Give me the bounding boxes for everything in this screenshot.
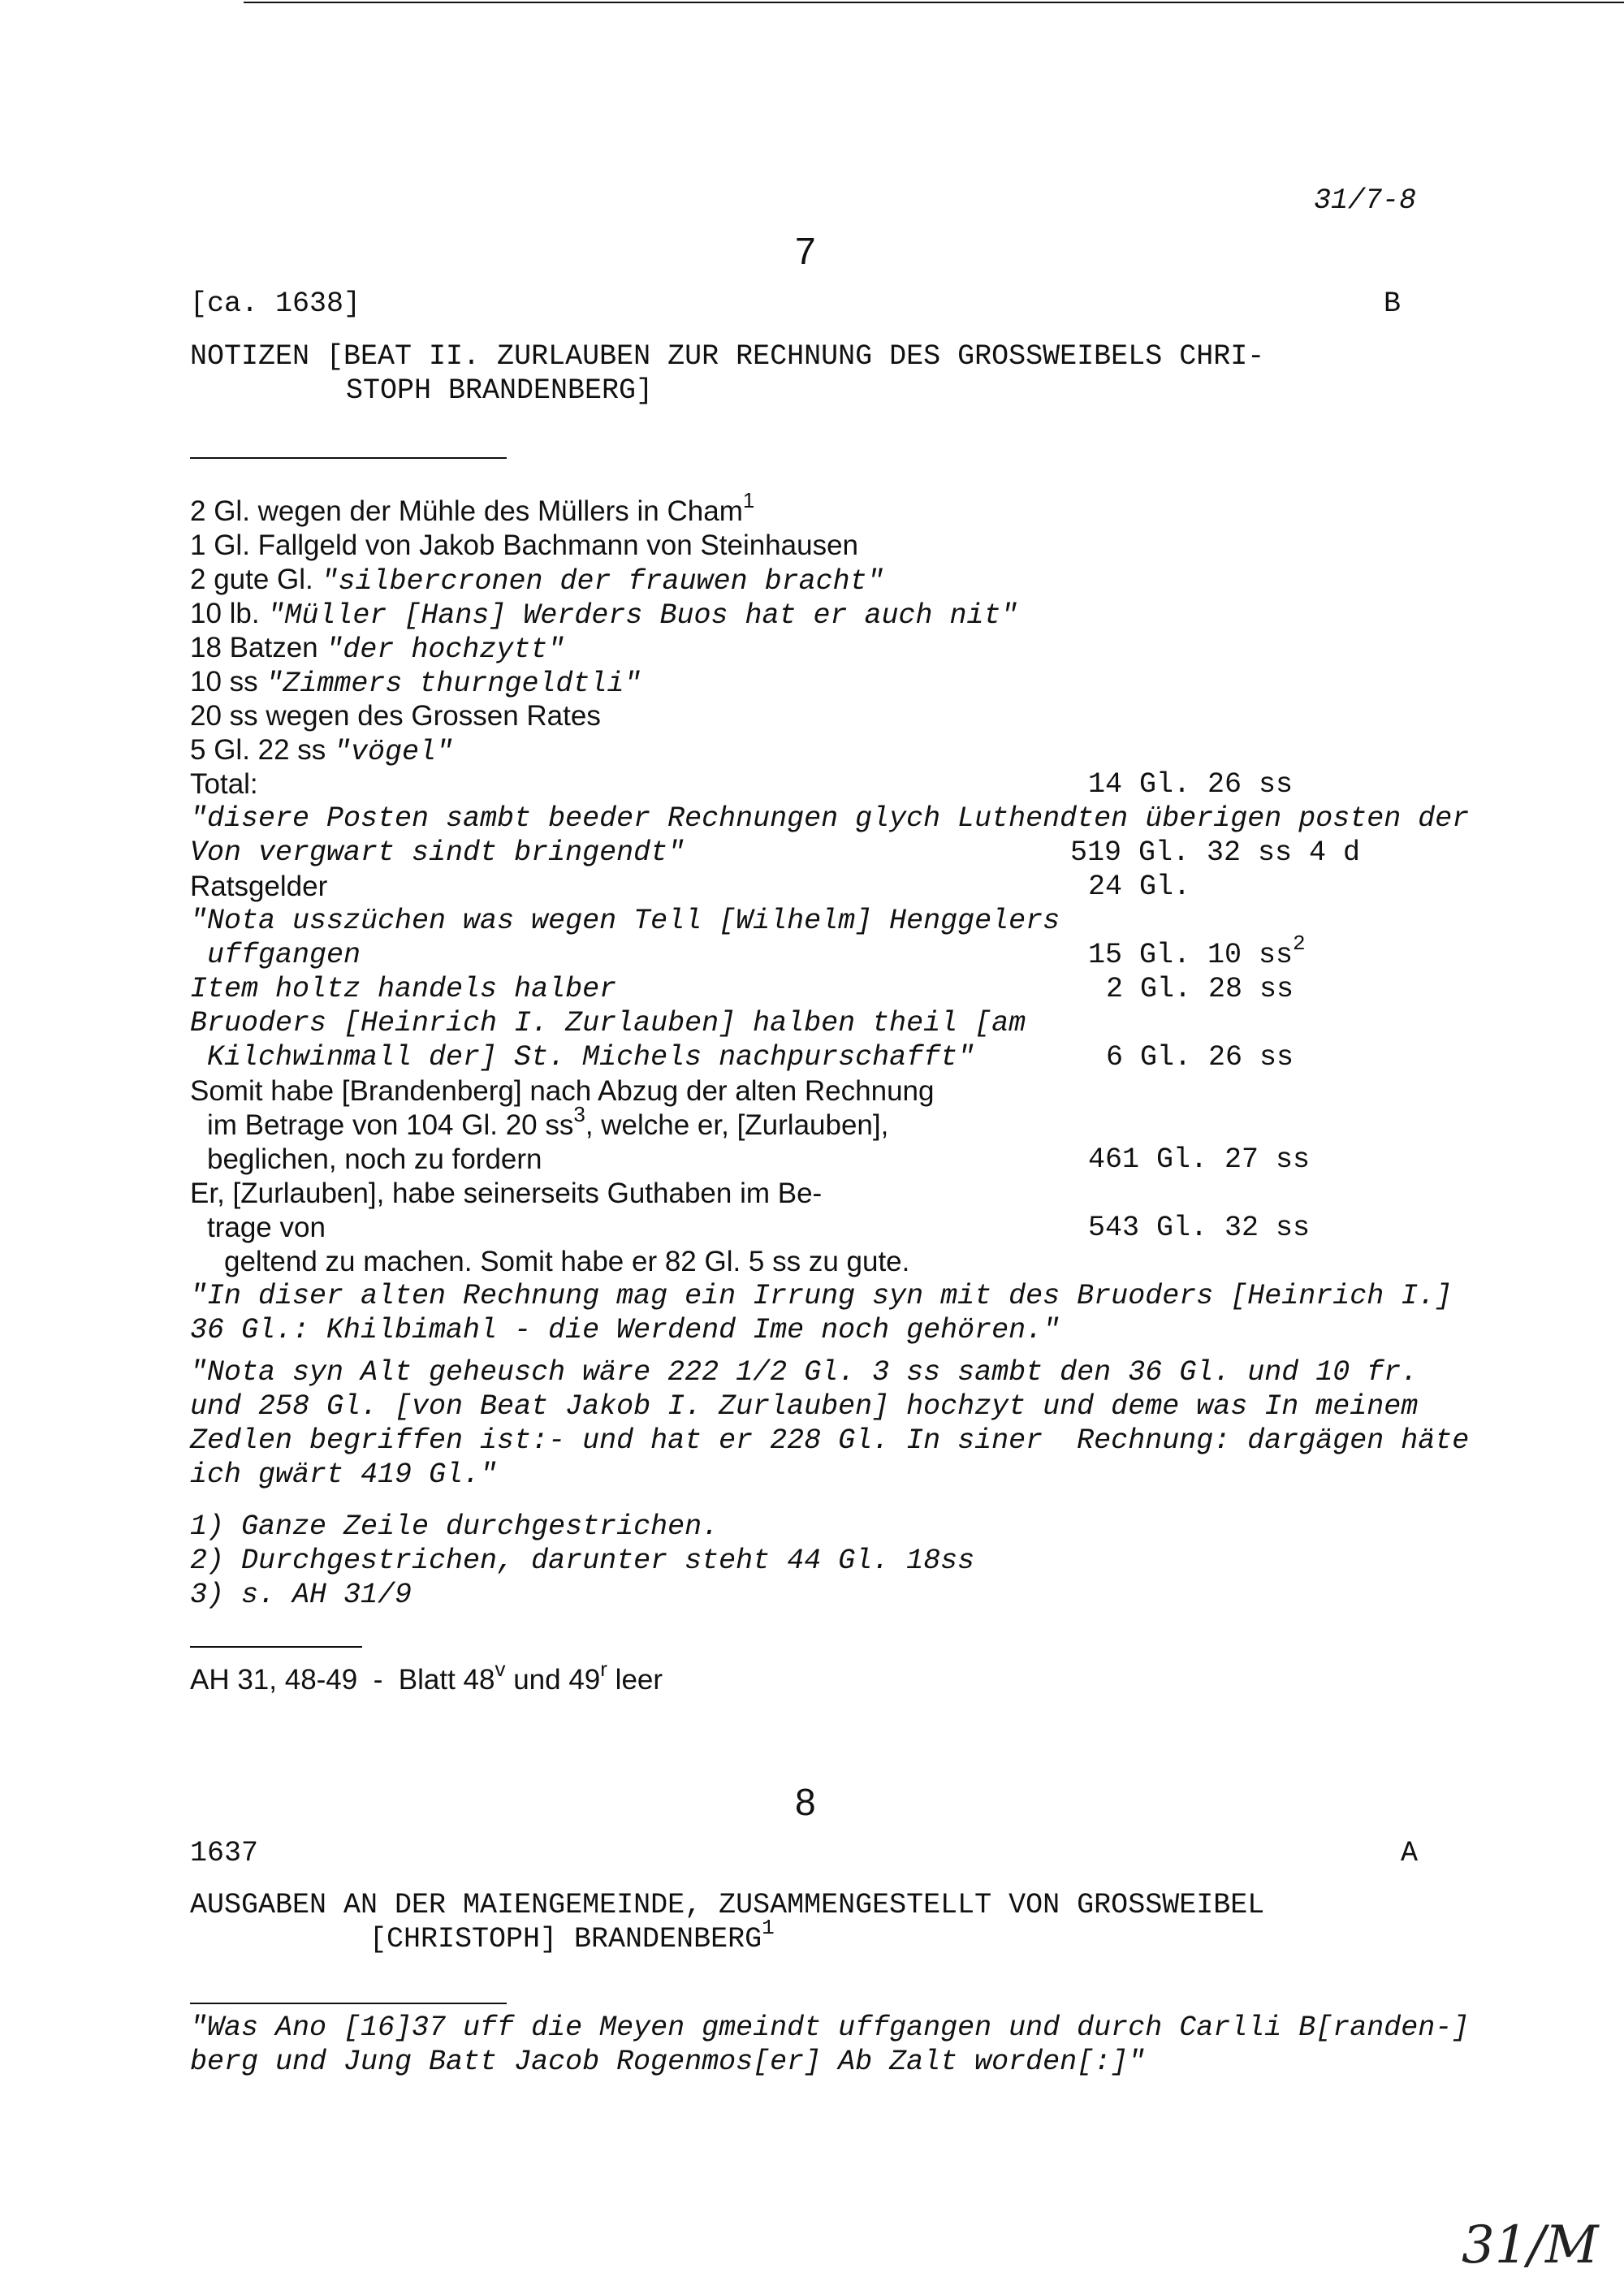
irrung-line1: "In diser alten Rechnung mag ein Irrung syn mit des Bruoders [Heinrich I.] — [190, 1280, 1453, 1312]
entry8-title-line1: AUSGABEN AN DER MAIENGEMEINDE, ZUSAMMENGESTELLT VON GROSSWEIBEL — [190, 1889, 1265, 1921]
total-amount: 14 Gl. 26 ss — [1088, 768, 1294, 801]
list-item: 1 Gl. Fallgeld von Jakob Bachmann von Steinhausen — [190, 529, 859, 561]
entry7-title-line2: STOPH BRANDENBERG] — [346, 374, 654, 407]
handwritten-archive-mark: 31/M — [1462, 2215, 1599, 2275]
entry8-letter: A — [1401, 1837, 1419, 1869]
somit-line3: beglichen, noch zu fordern — [207, 1143, 542, 1175]
er-line3: geltend zu machen. Somit habe er 82 Gl. 5 ss zu gute. — [224, 1246, 910, 1277]
footnote: 3) s. AH 31/9 — [190, 1579, 412, 1611]
footnote: 1) Ganze Zeile durchgestrichen. — [190, 1510, 719, 1543]
nota-line1: "Nota usszüchen was wegen Tell [Wilhelm] Henggelers — [190, 905, 1060, 937]
irrung-line2: 36 Gl.: Khilbimahl - die Werdend Ime noch gehören." — [190, 1314, 1060, 1346]
list-item: 18 Batzen "der hochzytt" — [190, 632, 565, 666]
list-item: 2 Gl. wegen der Mühle des Müllers in Cham$^1$ — [190, 488, 755, 527]
ratsgelder-amount: 24 Gl. — [1088, 871, 1191, 903]
footnote: 2) Durchgestrichen, darunter steht 44 Gl. 18ss — [190, 1545, 975, 1577]
source-reference: AH 31, 48-49 - Blatt 48$^v$ und 49$^r$ leer — [190, 1657, 663, 1696]
posten-line1: "disere Posten sambt beeder Rechnungen glych Luthendten überigen posten der — [190, 802, 1470, 835]
alt-line: ich gwärt 419 Gl." — [190, 1458, 498, 1491]
corner-reference: 31/7-8 — [1314, 184, 1417, 217]
list-item: 5 Gl. 22 ss "vögel" — [190, 734, 454, 768]
holtz-amount: 2 Gl. 28 ss — [1106, 973, 1294, 1005]
bruoders-line2: Kilchwinmall der] St. Michels nachpurschafft" — [207, 1041, 975, 1074]
entry8-quote-line2: berg und Jung Batt Jacob Rogenmos[er] Ab Zalt worden[:]" — [190, 2046, 1146, 2078]
entry7-title-line1: NOTIZEN [BEAT II. ZURLAUBEN ZUR RECHNUNG DES GROSSWEIBELS CHRI- — [190, 340, 1265, 373]
entry-number-8: 8 — [795, 1781, 816, 1823]
list-item: 10 lb. "Müller [Hans] Werders Buos hat er auch nit" — [190, 598, 1018, 632]
ratsgelder-label: Ratsgelder — [190, 871, 328, 902]
top-border — [244, 2, 1624, 3]
bruoders-amount: 6 Gl. 26 ss — [1106, 1041, 1294, 1074]
list-item: 2 gute Gl. "silbercronen der frauwen bracht" — [190, 564, 884, 598]
entry8-quote-line1: "Was Ano [16]37 uff die Meyen gmeindt uffgangen und durch Carlli B[randen-] — [190, 2012, 1470, 2044]
source-rule — [190, 1646, 362, 1648]
somit-line2: im Betrage von 104 Gl. 20 $ss^3$, welche er, [Zurlauben], — [207, 1102, 889, 1141]
posten-line2: Von vergwart sindt bringendt" — [190, 836, 685, 869]
entry8-title-line2: [CHRISTOPH] BRANDENBERG$^1$ — [369, 1916, 775, 1955]
er-line1: Er, [Zurlauben], habe seinerseits Guthaben im Be- — [190, 1178, 823, 1209]
entry7-letter: B — [1384, 287, 1402, 320]
entry-number-7: 7 — [795, 230, 816, 272]
nota-amount: 15 Gl. 10 $ss^2$ — [1088, 931, 1306, 971]
entry8-date: 1637 — [190, 1837, 259, 1869]
posten-amount: 519 Gl. 32 ss 4 d — [1070, 836, 1361, 869]
entry8-title-rule — [190, 2003, 507, 2004]
entry7-title-rule — [190, 457, 507, 459]
entry7-date: [ca. 1638] — [190, 287, 361, 320]
alt-line: Zedlen begriffen ist:- und hat er 228 Gl. In siner Rechnung: dargägen häte — [190, 1424, 1470, 1457]
alt-line: und 258 Gl. [von Beat Jakob I. Zurlauben] hochzyt und deme was In meinem — [190, 1390, 1419, 1423]
list-item: 10 ss "Zimmers thurngeldtli" — [190, 666, 641, 700]
nota-line2: uffgangen — [207, 939, 361, 971]
holtz-label: Item holtz handels halber — [190, 973, 617, 1005]
er-amount: 543 Gl. 32 ss — [1088, 1212, 1311, 1244]
total-label: Total: — [190, 768, 258, 800]
somit-amount: 461 Gl. 27 ss — [1088, 1143, 1311, 1176]
list-item: 20 ss wegen des Grossen Rates — [190, 700, 601, 732]
somit-line1: Somit habe [Brandenberg] nach Abzug der alten Rechnung — [190, 1075, 935, 1107]
bruoders-line1: Bruoders [Heinrich I. Zurlauben] halben theil [am — [190, 1007, 1026, 1039]
er-line2: trage von — [207, 1212, 326, 1243]
alt-line: "Nota syn Alt geheusch wäre 222 1/2 Gl. 3 ss sambt den 36 Gl. und 10 fr. — [190, 1356, 1419, 1389]
